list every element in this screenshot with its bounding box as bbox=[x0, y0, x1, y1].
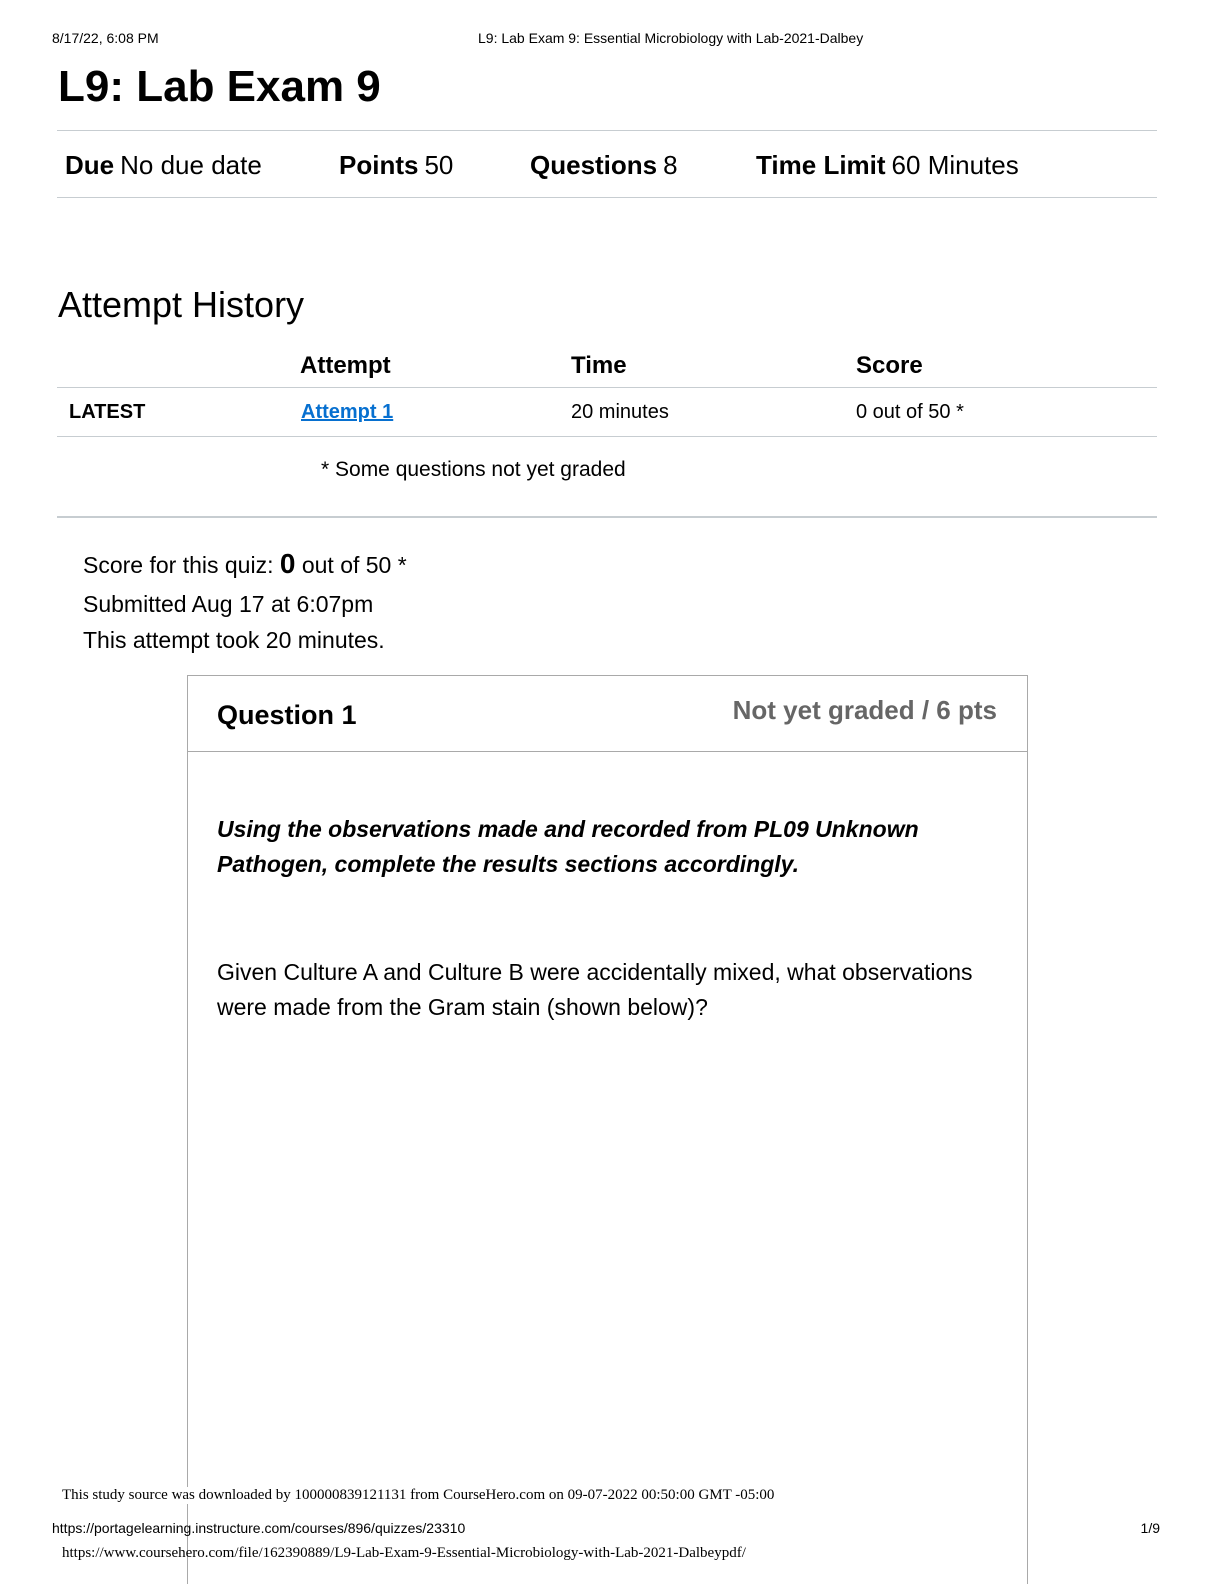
due-detail bbox=[65, 150, 262, 181]
questions-value: 8 bbox=[663, 150, 678, 180]
questions-detail bbox=[530, 150, 678, 181]
attempt-cell bbox=[301, 401, 393, 424]
question-points: Not yet graded / 6 pts bbox=[732, 695, 997, 725]
section-divider bbox=[57, 516, 1157, 518]
time-limit-value: 60 Minutes bbox=[891, 150, 1019, 180]
due-value: No due date bbox=[120, 150, 262, 180]
score-value: 0 bbox=[279, 548, 296, 579]
attempt-history-table bbox=[57, 340, 1157, 437]
quiz-score-line bbox=[83, 548, 407, 580]
score-prefix: Score for this quiz: bbox=[83, 552, 274, 578]
attempt-link[interactable]: Attempt 1 bbox=[301, 401, 394, 423]
footer-url: https://portagelearning.instructure.com/courses/896/quizzes/23310 bbox=[52, 1520, 466, 1536]
column-header-score: Score bbox=[856, 352, 923, 379]
print-header bbox=[52, 30, 1172, 50]
table-row bbox=[57, 388, 1157, 437]
table-header bbox=[57, 340, 1157, 388]
points-label: Points bbox=[339, 150, 419, 180]
page-number: 1/9 bbox=[1140, 1520, 1160, 1536]
question-header bbox=[188, 676, 1027, 752]
print-datetime: 8/17/22, 6:08 PM bbox=[52, 30, 159, 46]
download-watermark: This study source was downloaded by 100000839121131 from CourseHero.com on 09-07-2022 00:50:00 GMT -05:00 bbox=[62, 1487, 775, 1503]
question-title: Question 1 bbox=[217, 700, 357, 730]
latest-tag: LATEST bbox=[69, 401, 146, 423]
submitted-text: Submitted Aug 17 at 6:07pm bbox=[83, 591, 374, 617]
score-suffix: out of 50 * bbox=[301, 552, 407, 578]
question-text: Given Culture A and Culture B were accidentally mixed, what observations were made from the Gram stain (shown below)? bbox=[217, 959, 973, 1020]
time-limit-label: Time Limit bbox=[756, 150, 886, 180]
page-title: L9: Lab Exam 9 bbox=[58, 62, 381, 111]
question-card bbox=[187, 675, 1028, 1584]
question-prompt: Using the observations made and recorded from PL09 Unknown Pathogen, complete the results sections accordingly. bbox=[217, 816, 919, 877]
score-cell: 0 out of 50 * bbox=[856, 401, 964, 423]
grading-note: * Some questions not yet graded bbox=[321, 458, 626, 481]
column-header-attempt: Attempt bbox=[300, 352, 391, 379]
time-limit-detail bbox=[756, 150, 1019, 181]
due-label: Due bbox=[65, 150, 115, 180]
time-cell: 20 minutes bbox=[571, 401, 669, 423]
column-header-time: Time bbox=[571, 352, 627, 379]
quiz-details bbox=[57, 130, 1157, 198]
print-doc-title: L9: Lab Exam 9: Essential Microbiology with Lab-2021-Dalbey bbox=[478, 30, 864, 46]
points-value: 50 bbox=[424, 150, 454, 180]
duration-text: This attempt took 20 minutes. bbox=[83, 627, 385, 653]
attempt-history-title: Attempt History bbox=[58, 284, 305, 325]
points-detail bbox=[339, 150, 453, 181]
source-url: https://www.coursehero.com/file/162390889/L9-Lab-Exam-9-Essential-Microbiology-with-Lab-2021-Dalbeypdf/ bbox=[62, 1545, 746, 1561]
questions-label: Questions bbox=[530, 150, 658, 180]
